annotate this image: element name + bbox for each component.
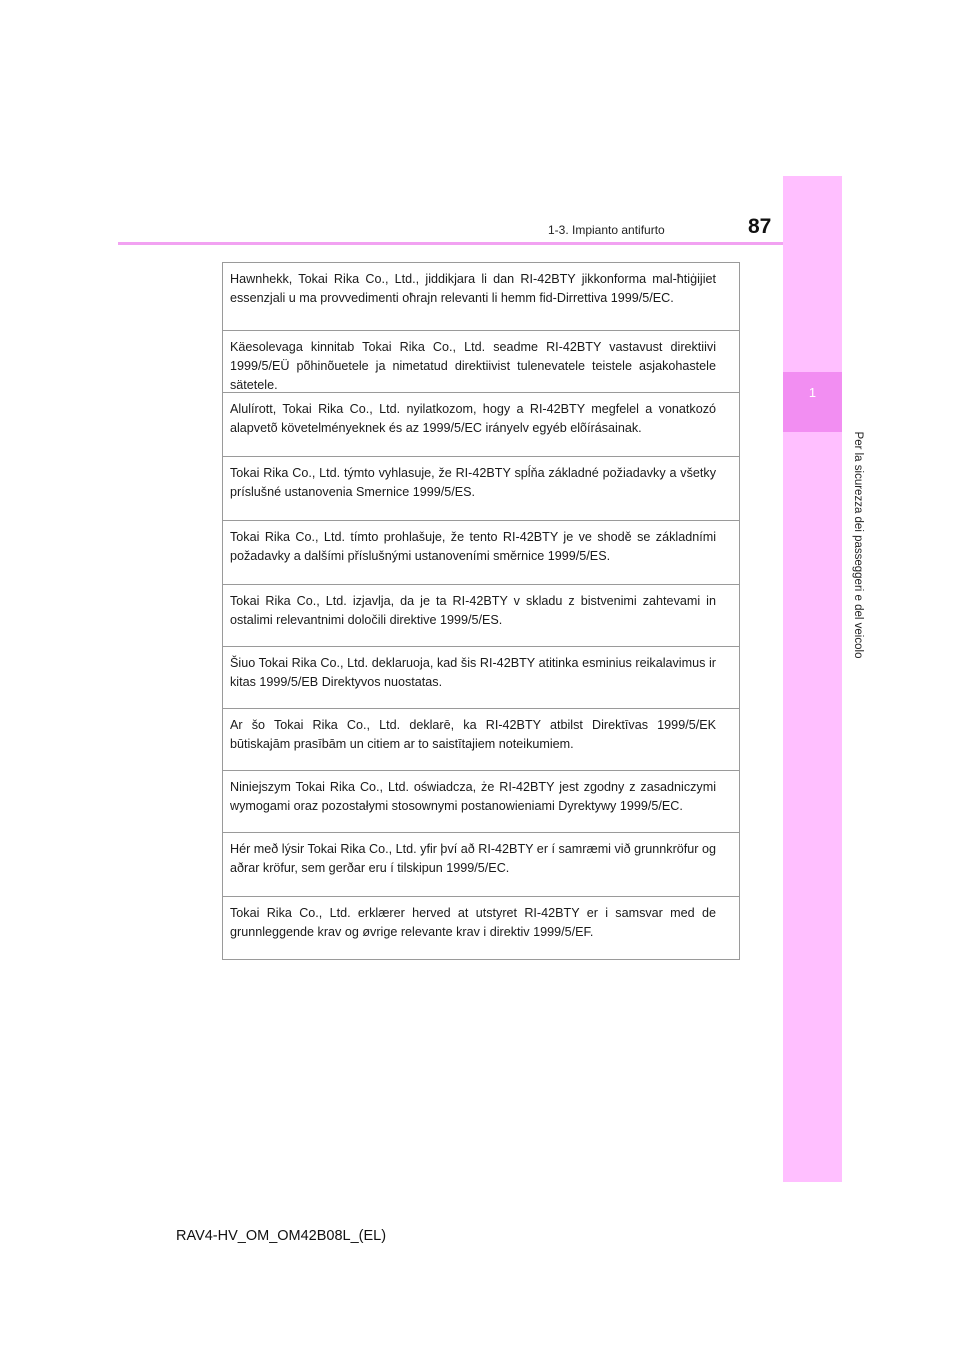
declaration-maltese: Hawnhekk, Tokai Rika Co., Ltd., jiddikjara li dan RI-42BTY jikkonforma mal-ħtiġijiet essenzjali u ma provvedimenti oħrajn relevanti li hemm fid-Dirrettiva 1999/5/EC. xyxy=(223,262,739,330)
declaration-icelandic: Hér með lýsir Tokai Rika Co., Ltd. yfir því að RI-42BTY er í samræmi við grunnkröfur og aðrar kröfur, sem gerðar eru í tilskipun 1999/5/EC. xyxy=(223,832,739,896)
declaration-norwegian: Tokai Rika Co., Ltd. erklærer herved at utstyret RI-42BTY er i samsvar med de grunnleggende krav og øvrige relevante krav i direktiv 1999/5/EF. xyxy=(223,896,739,959)
chapter-number-tab[interactable] xyxy=(783,372,842,432)
section-title: 1-3. Impianto antifurto xyxy=(548,223,665,237)
declaration-latvian: Ar šo Tokai Rika Co., Ltd. deklarē, ka RI-42BTY atbilst Direktīvas 1999/5/EK būtiskajām prasībām un citiem ar to saistītajiem noteikumiem. xyxy=(223,708,739,770)
chapter-side-tab xyxy=(783,176,842,1182)
declaration-slovenian: Tokai Rika Co., Ltd. izjavlja, da je ta RI-42BTY v skladu z bistvenimi zahtevami in ostalimi relevantnimi določili direktive 1999/5/ES. xyxy=(223,584,739,646)
declaration-polish: Niniejszym Tokai Rika Co., Ltd. oświadcza, że RI-42BTY jest zgodny z zasadniczymi wymogami oraz pozostałymi stosownymi postanowieniami Dyrektywy 1999/5/EC. xyxy=(223,770,739,832)
page-number: 87 xyxy=(748,215,772,238)
declaration-hungarian: Alulírott, Tokai Rika Co., Ltd. nyilatkozom, hogy a RI-42BTY megfelel a vonatkozó alapvetõ követelményeknek és az 1999/5/EC irányelv egyéb elõírásainak. xyxy=(223,392,739,456)
declaration-estonian: Käesolevaga kinnitab Tokai Rika Co., Ltd. seadme RI-42BTY vastavust direktiivi 1999/5/EÜ põhinõuetele ja nimetatud direktiivist tulenevatele teistele asjakohastele sätetele. xyxy=(223,330,739,392)
chapter-number: 1 xyxy=(808,385,817,400)
document-code: RAV4-HV_OM_OM42B08L_(EL) xyxy=(176,1228,387,1244)
declaration-czech: Tokai Rika Co., Ltd. tímto prohlašuje, že tento RI-42BTY je ve shodě se základními požadavky a dalšími příslušnými ustanoveními směrnice 1999/5/ES. xyxy=(223,520,739,584)
declaration-slovak: Tokai Rika Co., Ltd. týmto vyhlasuje, že RI-42BTY spĺňa základné požiadavky a všetky príslušné ustanovenia Smernice 1999/5/ES. xyxy=(223,456,739,520)
declarations-table xyxy=(222,262,740,960)
declaration-lithuanian: Šiuo Tokai Rika Co., Ltd. deklaruoja, kad šis RI-42BTY atitinka esminius reikalavimus ir kitas 1999/5/EB Direktyvos nuostatas. xyxy=(223,646,739,708)
chapter-title-vertical: Per la sicurezza dei passeggeri e del veicolo xyxy=(852,431,864,659)
header-rule xyxy=(118,242,783,245)
